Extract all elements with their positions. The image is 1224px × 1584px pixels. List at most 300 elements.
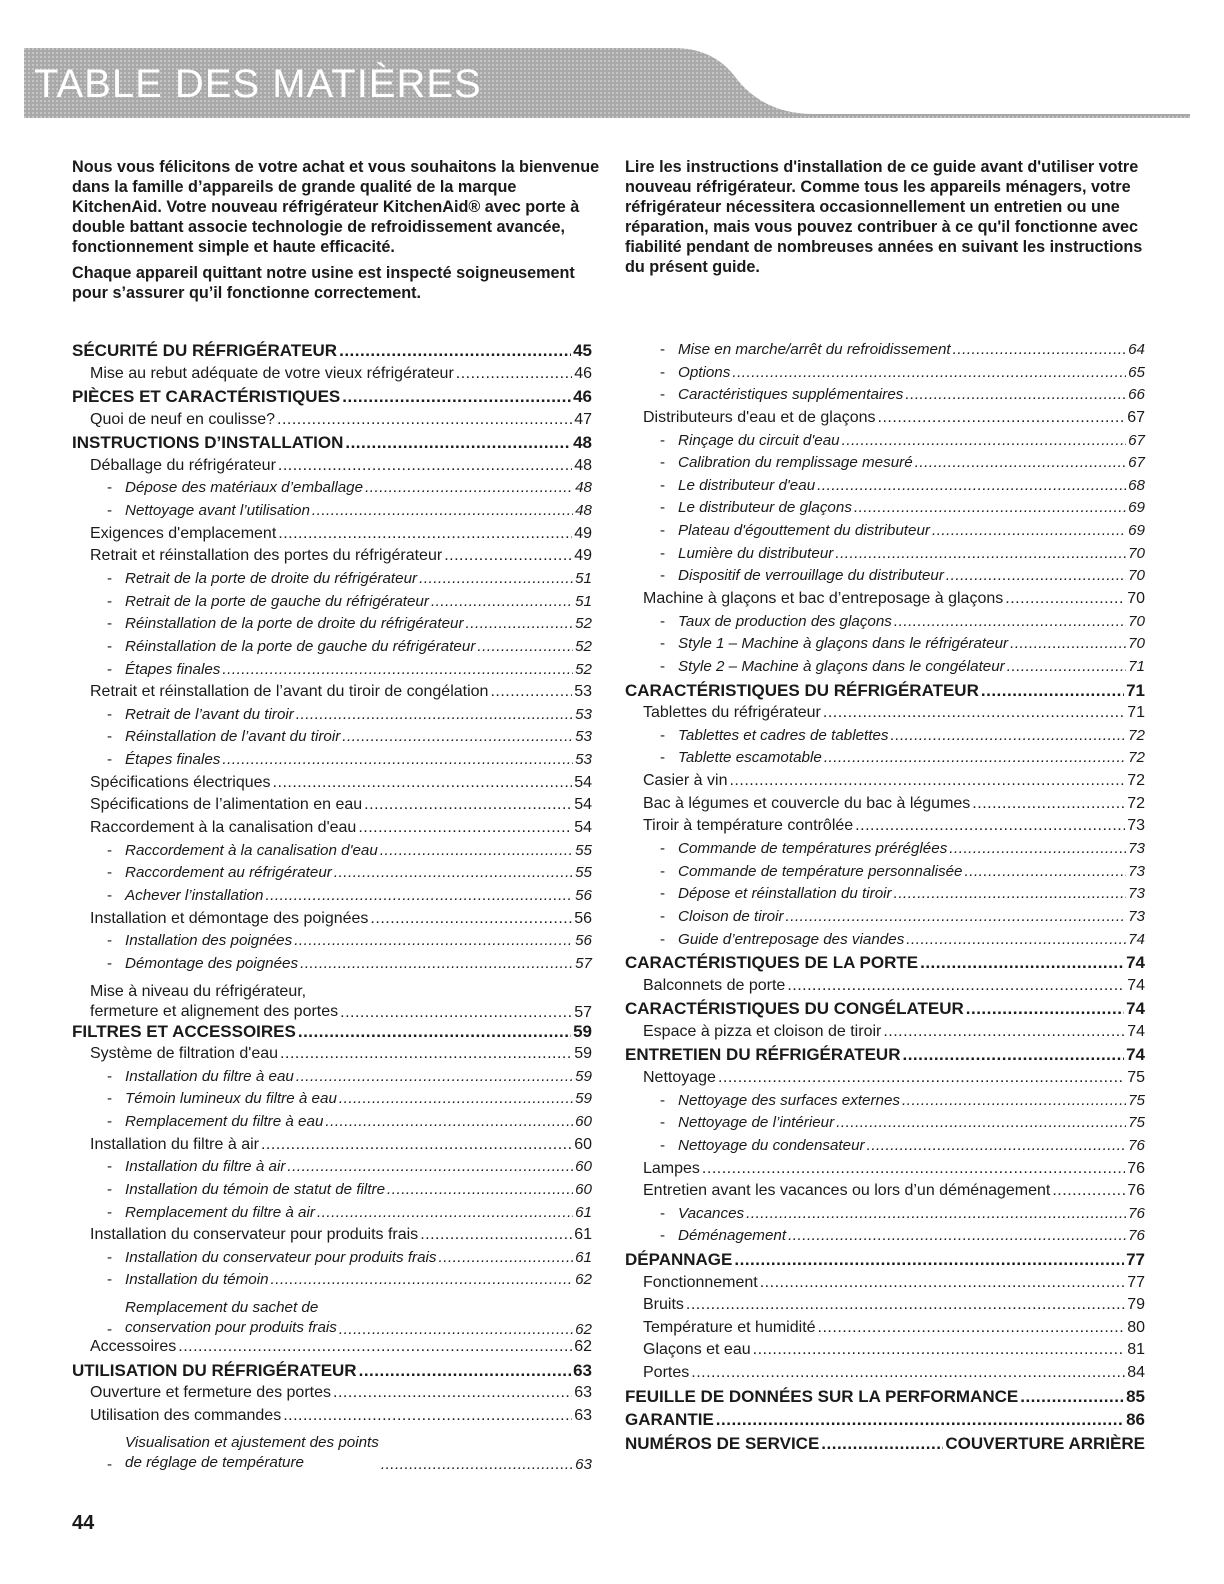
toc-entry-title: CARACTÉRISTIQUES DU CONGÉLATEUR (625, 999, 964, 1019)
toc-entry[interactable] (625, 545, 1145, 568)
toc-entry[interactable] (72, 796, 592, 819)
toc-page-number: 62 (575, 1271, 592, 1289)
toc-bullet-dash: - (107, 637, 113, 655)
toc-entry-title: Plateau d'égouttement du distributeur (678, 522, 930, 540)
toc-leader-dots (277, 411, 572, 429)
toc-page-number: 77 (1127, 1273, 1145, 1291)
toc-entry[interactable] (625, 885, 1145, 908)
toc-bullet-dash: - (660, 749, 666, 767)
toc-entry[interactable] (625, 1274, 1145, 1297)
toc-page-number: 76 (1128, 1204, 1145, 1222)
toc-entry-title: FEUILLE DE DONNÉES SUR LA PERFORMANCE (625, 1386, 1019, 1406)
toc-entry[interactable] (625, 477, 1145, 500)
toc-leader-dots (456, 365, 572, 383)
toc-bullet-dash: - (107, 1158, 113, 1176)
toc-page-number: 75 (1127, 1068, 1145, 1086)
toc-entry[interactable] (625, 749, 1145, 772)
toc-entry-title: Installation du filtre à air (125, 1158, 286, 1176)
toc-entry[interactable] (72, 1294, 592, 1338)
toc-page-number: 49 (574, 547, 592, 565)
toc-section[interactable] (625, 1387, 1145, 1411)
toc-page-number: 63 (574, 1406, 592, 1424)
toc-entry-title: Balconnets de porte (643, 976, 786, 994)
toc-entry[interactable] (625, 1137, 1145, 1160)
toc-entry-title: Taux de production des glaçons (678, 612, 892, 630)
toc-entry[interactable] (625, 863, 1145, 886)
toc-entry[interactable] (625, 772, 1145, 795)
toc-entry-title: Vacances (678, 1204, 745, 1222)
toc-bullet-dash: - (660, 341, 666, 358)
toc-entry[interactable] (625, 364, 1145, 387)
toc-entry-title: Installation du témoin de statut de filtre (125, 1180, 386, 1198)
toc-entry-title: Réinstallation de la porte de droite du réfrigérateur (125, 615, 464, 633)
toc-page-number: 51 (575, 569, 592, 587)
toc-page-number: 56 (575, 932, 592, 950)
toc-entry-title: Installation et démontage des poignées (90, 909, 369, 927)
intro-left (72, 157, 602, 309)
toc-page-number: 55 (575, 841, 592, 859)
toc-entry-title (125, 1433, 379, 1473)
toc-bullet-dash: - (107, 1090, 113, 1108)
toc-bullet-dash: - (660, 1136, 666, 1154)
toc-page-number: 52 (575, 615, 592, 633)
toc-page-number: 54 (574, 819, 592, 837)
toc-page-number: 60 (575, 1158, 592, 1176)
toc-entry-title: Température et humidité (643, 1318, 816, 1336)
toc-page-number: 54 (574, 773, 592, 791)
toc-entry[interactable] (72, 479, 592, 502)
toc-entry-title: Étapes finales (125, 660, 221, 678)
toc-entry[interactable] (72, 1249, 592, 1272)
toc-entry[interactable] (72, 1226, 592, 1249)
toc-leader-dots (420, 1226, 572, 1244)
toc-leader-dots (339, 341, 571, 361)
toc-entry[interactable] (72, 774, 592, 797)
toc-entry[interactable] (72, 864, 592, 887)
toc-page-number: 63 (573, 1360, 592, 1380)
toc-leader-dots (419, 570, 573, 587)
toc-leader-dots (278, 525, 572, 543)
toc-entry[interactable] (625, 409, 1145, 432)
toc-leader-dots (178, 1338, 572, 1356)
toc-entry[interactable] (72, 1068, 592, 1091)
toc-entry[interactable] (625, 1364, 1145, 1387)
toc-entry-title: UTILISATION DU RÉFRIGÉRATEUR (72, 1360, 357, 1380)
toc-page-number: 56 (574, 909, 592, 927)
toc-entry[interactable] (72, 615, 592, 638)
toc-entry[interactable] (72, 910, 592, 933)
toc-entry-title: Le distributeur d'eau (678, 476, 816, 494)
toc-page-number: 53 (575, 728, 592, 746)
toc-entry-title: Mise au rebut adéquate de votre vieux réfrigérateur (90, 364, 454, 382)
toc-entry[interactable] (72, 593, 592, 616)
toc-page-number: 80 (1127, 1318, 1145, 1336)
toc-page-number: 75 (1128, 1114, 1145, 1132)
toc-entry-title: Casier à vin (643, 772, 728, 790)
toc-entry[interactable] (72, 751, 592, 774)
toc-entry[interactable] (72, 1429, 592, 1473)
toc-leader-dots (842, 432, 1126, 449)
toc-entry-title: Fonctionnement (643, 1273, 758, 1291)
toc-entry-title: Raccordement à la canalisation d'eau (90, 819, 357, 837)
toc-entry[interactable] (625, 1319, 1145, 1342)
toc-entry-title: Cloison de tiroir (678, 907, 784, 925)
toc-leader-dots (287, 1158, 573, 1175)
toc-entry-title: Retrait et réinstallation de l’avant du tiroir de congélation (90, 683, 489, 701)
toc-page-number: 73 (1128, 907, 1145, 925)
toc-section[interactable] (625, 953, 1145, 977)
toc-bullet-dash: - (107, 1456, 113, 1474)
toc-right-column (625, 341, 1145, 1457)
toc-entry[interactable] (625, 386, 1145, 409)
intro-paragraph: Chaque appareil quittant notre usine est inspecté soigneusement pour s’assurer qu’il fonctionne correctement. (72, 264, 575, 302)
toc-entry-title: Dispositif de verrouillage du distributeur (678, 567, 944, 585)
toc-entry-title: Déballage du réfrigérateur (90, 456, 276, 474)
toc-bullet-dash: - (660, 726, 666, 744)
toc-entry[interactable] (625, 567, 1145, 590)
page-title: TABLE DES MATIÈRES (34, 62, 482, 106)
toc-page-number: 71 (1128, 657, 1145, 675)
toc-entry[interactable] (625, 1069, 1145, 1092)
toc-entry[interactable] (72, 411, 592, 434)
toc-entry-title: Nettoyage (643, 1068, 716, 1086)
toc-page-number: 56 (575, 886, 592, 904)
toc-page-number: 76 (1127, 1159, 1145, 1177)
toc-entry-title: Retrait de la porte de gauche du réfrigérateur (125, 592, 429, 610)
toc-entry[interactable] (72, 547, 592, 570)
toc-entry[interactable] (72, 1181, 592, 1204)
toc-entry[interactable] (72, 978, 592, 1022)
toc-bullet-dash: - (660, 657, 666, 675)
toc-page-number: 60 (575, 1112, 592, 1130)
toc-bullet-dash: - (107, 932, 113, 950)
toc-leader-dots (1010, 635, 1126, 652)
toc-leader-dots (345, 433, 571, 453)
toc-entry[interactable] (72, 457, 592, 480)
toc-bullet-dash: - (660, 454, 666, 472)
toc-section[interactable] (72, 1022, 592, 1046)
toc-entry-title: Installation du filtre à air (90, 1135, 259, 1153)
toc-entry-title: Démontage des poignées (125, 954, 299, 972)
toc-entry-title: Portes (643, 1364, 690, 1382)
toc-entry[interactable] (625, 522, 1145, 545)
toc-entry-title-line: Mise à niveau du réfrigérateur, (90, 982, 307, 1000)
toc-page-number: 70 (1128, 544, 1145, 562)
toc-entry-title (90, 982, 338, 1022)
toc-entry[interactable] (625, 1227, 1145, 1250)
toc-section[interactable] (625, 1410, 1145, 1434)
toc-bullet-dash: - (107, 1248, 113, 1266)
toc-page-number: 81 (1127, 1341, 1145, 1359)
toc-left-column (72, 341, 592, 1473)
toc-leader-dots (972, 795, 1125, 813)
toc-leader-dots (718, 1069, 1125, 1087)
toc-entry[interactable] (625, 931, 1145, 954)
toc-entry[interactable] (72, 570, 592, 593)
toc-bullet-dash: - (660, 363, 666, 381)
toc-entry[interactable] (72, 1384, 592, 1407)
toc-section[interactable] (625, 1250, 1145, 1274)
toc-entry[interactable] (72, 706, 592, 729)
toc-leader-dots (920, 953, 1124, 973)
toc-page-number: 76 (1128, 1227, 1145, 1245)
toc-page-number: 60 (574, 1135, 592, 1153)
toc-entry[interactable] (625, 341, 1145, 364)
toc-bullet-dash: - (107, 751, 113, 769)
toc-entry[interactable] (72, 1407, 592, 1430)
toc-leader-dots (966, 999, 1124, 1019)
toc-entry-title: Installation du conservateur pour produits frais (125, 1248, 437, 1266)
toc-section[interactable] (625, 999, 1145, 1023)
toc-bullet-dash: - (107, 502, 113, 520)
toc-leader-dots (370, 910, 572, 928)
toc-section[interactable] (625, 681, 1145, 705)
toc-entry-title: Retrait de la porte de droite du réfrigérateur (125, 569, 418, 587)
toc-leader-dots (786, 908, 1127, 925)
toc-entry[interactable] (72, 502, 592, 525)
toc-leader-dots (444, 547, 572, 565)
toc-entry[interactable] (625, 795, 1145, 818)
toc-page-number: 47 (574, 410, 592, 428)
toc-page-number: 75 (1128, 1091, 1145, 1109)
toc-leader-dots (854, 499, 1126, 516)
toc-entry-title: Achever l’installation (125, 886, 264, 904)
toc-entry[interactable] (72, 1136, 592, 1159)
toc-entry[interactable] (625, 727, 1145, 750)
toc-page-number: 57 (575, 954, 592, 972)
toc-entry-title: Le distributeur de glaçons (678, 499, 852, 517)
toc-entry[interactable] (72, 955, 592, 978)
toc-leader-dots (490, 683, 572, 701)
toc-entry-title: Système de filtration d'eau (90, 1045, 279, 1063)
toc-entry-title (125, 1298, 337, 1338)
toc-entry-title: Calibration du remplissage mesuré (678, 454, 913, 472)
toc-leader-dots (358, 819, 572, 837)
toc-entry[interactable] (625, 635, 1145, 658)
toc-bullet-dash: - (107, 479, 113, 497)
toc-entry[interactable] (72, 638, 592, 661)
toc-leader-dots (894, 885, 1127, 902)
toc-page-number: COUVERTURE ARRIÈRE (945, 1433, 1145, 1453)
toc-entry[interactable] (625, 1182, 1145, 1205)
toc-entry[interactable] (625, 1023, 1145, 1046)
toc-page-number: 53 (574, 683, 592, 701)
toc-leader-dots (265, 887, 573, 904)
toc-entry-title: Style 2 – Machine à glaçons dans le congélateur (678, 657, 1005, 675)
toc-entry-title-line: fermeture et alignement des portes (90, 1002, 339, 1020)
toc-page-number: 54 (574, 796, 592, 814)
toc-leader-dots (902, 1045, 1124, 1065)
toc-entry[interactable] (625, 817, 1145, 840)
toc-leader-dots (691, 1364, 1125, 1382)
toc-entry-title: Témoin lumineux du filtre à eau (125, 1090, 337, 1108)
toc-entry-title: Commande de température personnalisée (678, 862, 963, 880)
toc-entry-title: Style 1 – Machine à glaçons dans le réfrigérateur (678, 635, 1009, 653)
toc-entry-title: Caractéristiques supplémentaires (678, 386, 904, 404)
toc-page-number: 67 (1128, 454, 1145, 472)
toc-leader-dots (915, 454, 1126, 471)
toc-leader-dots (342, 387, 571, 407)
toc-page-number: 59 (573, 1021, 592, 1041)
toc-entry[interactable] (72, 932, 592, 955)
toc-entry[interactable] (625, 1114, 1145, 1137)
toc-bullet-dash: - (107, 1180, 113, 1198)
toc-page-number: 59 (574, 1045, 592, 1063)
intro-paragraph: Lire les instructions d'installation de ce guide avant d'utiliser votre nouveau réfrigérateur. Comme tous les appareils ménagers, votre réfrigérateur nécessitera occasionnellement un entretien ou une réparation, mais vous pouvez contribuer à ce qu'il fonctionne avec fiabilité pendant de nombreuses années en suivant les instructions du présent guide. (625, 158, 1143, 276)
toc-leader-dots (222, 751, 573, 768)
toc-leader-dots (1052, 1182, 1125, 1200)
toc-entry[interactable] (625, 704, 1145, 727)
toc-page-number: 70 (1128, 612, 1145, 630)
toc-leader-dots (878, 409, 1126, 427)
toc-page-number: 74 (1126, 999, 1145, 1019)
toc-entry[interactable] (625, 977, 1145, 1000)
toc-entry-title: Raccordement à la canalisation d'eau (125, 841, 378, 859)
toc-entry-title: Nettoyage du condensateur (678, 1136, 865, 1154)
toc-entry[interactable] (625, 1341, 1145, 1364)
toc-entry[interactable] (625, 1205, 1145, 1228)
toc-entry-title: Nettoyage avant l’utilisation (125, 502, 310, 520)
toc-entry[interactable] (72, 1338, 592, 1361)
toc-leader-dots (818, 1319, 1126, 1337)
toc-page-number: 85 (1126, 1386, 1145, 1406)
toc-entry[interactable] (72, 365, 592, 388)
toc-entry-title: Dépose des matériaux d’emballage (125, 479, 364, 497)
toc-entry[interactable] (72, 683, 592, 706)
toc-leader-dots (821, 1434, 943, 1454)
toc-bullet-dash: - (107, 705, 113, 723)
toc-page-number: 84 (1127, 1364, 1145, 1382)
toc-leader-dots (296, 706, 573, 723)
toc-entry[interactable] (625, 432, 1145, 455)
toc-leader-dots (953, 341, 1126, 358)
toc-leader-dots (981, 681, 1124, 701)
toc-entry[interactable] (72, 842, 592, 865)
toc-bullet-dash: - (660, 907, 666, 925)
toc-entry[interactable] (625, 840, 1145, 863)
toc-bullet-dash: - (107, 1203, 113, 1221)
toc-leader-dots (787, 977, 1125, 995)
toc-entry-title: Dépose et réinstallation du tiroir (678, 885, 892, 903)
toc-page-number: 53 (575, 705, 592, 723)
toc-leader-dots (753, 1341, 1126, 1359)
toc-entry[interactable] (72, 1045, 592, 1068)
toc-page-number: 61 (574, 1226, 592, 1244)
toc-entry[interactable] (72, 1271, 592, 1294)
toc-page-number: 57 (574, 1003, 592, 1021)
toc-entry[interactable] (72, 1158, 592, 1181)
toc-page-number: 67 (1128, 431, 1145, 449)
toc-bullet-dash: - (660, 1091, 666, 1109)
toc-bullet-dash: - (660, 476, 666, 494)
toc-page-number: 59 (575, 1067, 592, 1085)
toc-leader-dots (312, 502, 573, 519)
toc-entry-title: Spécifications de l’alimentation en eau (90, 796, 363, 814)
toc-page-number: 74 (1127, 976, 1145, 994)
header-banner (24, 48, 1190, 118)
toc-bullet-dash: - (660, 499, 666, 517)
toc-entry-title: Entretien avant les vacances ou lors d’un déménagement (643, 1182, 1051, 1200)
toc-leader-dots (278, 457, 572, 475)
toc-page-number: 62 (574, 1338, 592, 1356)
toc-entry[interactable] (72, 819, 592, 842)
toc-entry[interactable] (72, 1113, 592, 1136)
toc-entry-title-line: Visualisation et ajustement des points (125, 1434, 379, 1452)
toc-entry-title: Lumière du distributeur (678, 544, 834, 562)
toc-entry-title: Accessoires (90, 1338, 177, 1356)
toc-leader-dots (905, 386, 1126, 403)
toc-entry[interactable] (625, 1160, 1145, 1183)
toc-page-number: 61 (575, 1248, 592, 1266)
toc-section[interactable] (72, 387, 592, 411)
toc-section[interactable] (72, 433, 592, 457)
toc-section[interactable] (72, 341, 592, 365)
toc-entry-title: Remplacement du filtre à air (125, 1203, 315, 1221)
toc-section[interactable] (625, 1434, 1145, 1458)
toc-entry[interactable] (72, 525, 592, 548)
toc-entry[interactable] (72, 1090, 592, 1113)
toc-section[interactable] (72, 1361, 592, 1385)
toc-leader-dots (883, 1023, 1125, 1041)
toc-page-number: 72 (1127, 794, 1145, 812)
toc-entry[interactable] (625, 908, 1145, 931)
toc-leader-dots (365, 479, 573, 496)
toc-entry[interactable] (72, 887, 592, 910)
toc-page-number: 70 (1128, 635, 1145, 653)
toc-leader-dots (283, 1407, 572, 1425)
toc-leader-dots (1007, 658, 1126, 675)
toc-page-number: 68 (1128, 476, 1145, 494)
toc-page-number: 73 (1127, 817, 1145, 835)
toc-entry-title: Bac à légumes et couvercle du bac à légumes (643, 794, 971, 812)
toc-leader-dots (1020, 1387, 1124, 1407)
toc-entry[interactable] (625, 1092, 1145, 1115)
toc-entry-title: Nettoyage de l’intérieur (678, 1114, 835, 1132)
toc-bullet-dash: - (660, 522, 666, 540)
toc-entry[interactable] (72, 1204, 592, 1227)
toc-leader-dots (340, 1004, 572, 1022)
toc-leader-dots (702, 1160, 1125, 1178)
toc-page-number: 46 (574, 364, 592, 382)
toc-page-number: 73 (1128, 862, 1145, 880)
toc-entry-title-line: de réglage de température (125, 1454, 304, 1472)
toc-entry[interactable] (625, 590, 1145, 613)
toc-section[interactable] (625, 1045, 1145, 1069)
toc-entry-title: NUMÉROS DE SERVICE (625, 1433, 820, 1453)
toc-entry-title: CARACTÉRISTIQUES DE LA PORTE (625, 953, 919, 973)
toc-entry-title: Retrait et réinstallation des portes du réfrigérateur (90, 547, 443, 565)
toc-entry[interactable] (72, 728, 592, 751)
toc-entry[interactable] (72, 661, 592, 684)
toc-page-number: 72 (1128, 749, 1145, 767)
toc-leader-dots (946, 567, 1126, 584)
toc-entry[interactable] (625, 658, 1145, 681)
toc-leader-dots (965, 863, 1127, 880)
toc-bullet-dash: - (660, 567, 666, 585)
toc-entry-title-line: conservation pour produits frais (125, 1319, 337, 1337)
toc-entry[interactable] (625, 499, 1145, 522)
toc-entry[interactable] (625, 613, 1145, 636)
toc-bullet-dash: - (660, 635, 666, 653)
toc-entry[interactable] (625, 1296, 1145, 1319)
toc-entry[interactable] (625, 454, 1145, 477)
toc-bullet-dash: - (660, 431, 666, 449)
toc-entry-title: Rinçage du circuit d'eau (678, 431, 840, 449)
toc-leader-dots (823, 704, 1125, 722)
toc-entry-title: Tiroir à température contrôlée (643, 817, 854, 835)
page-number: 44 (72, 1512, 95, 1534)
toc-entry-title: Options (678, 363, 731, 381)
